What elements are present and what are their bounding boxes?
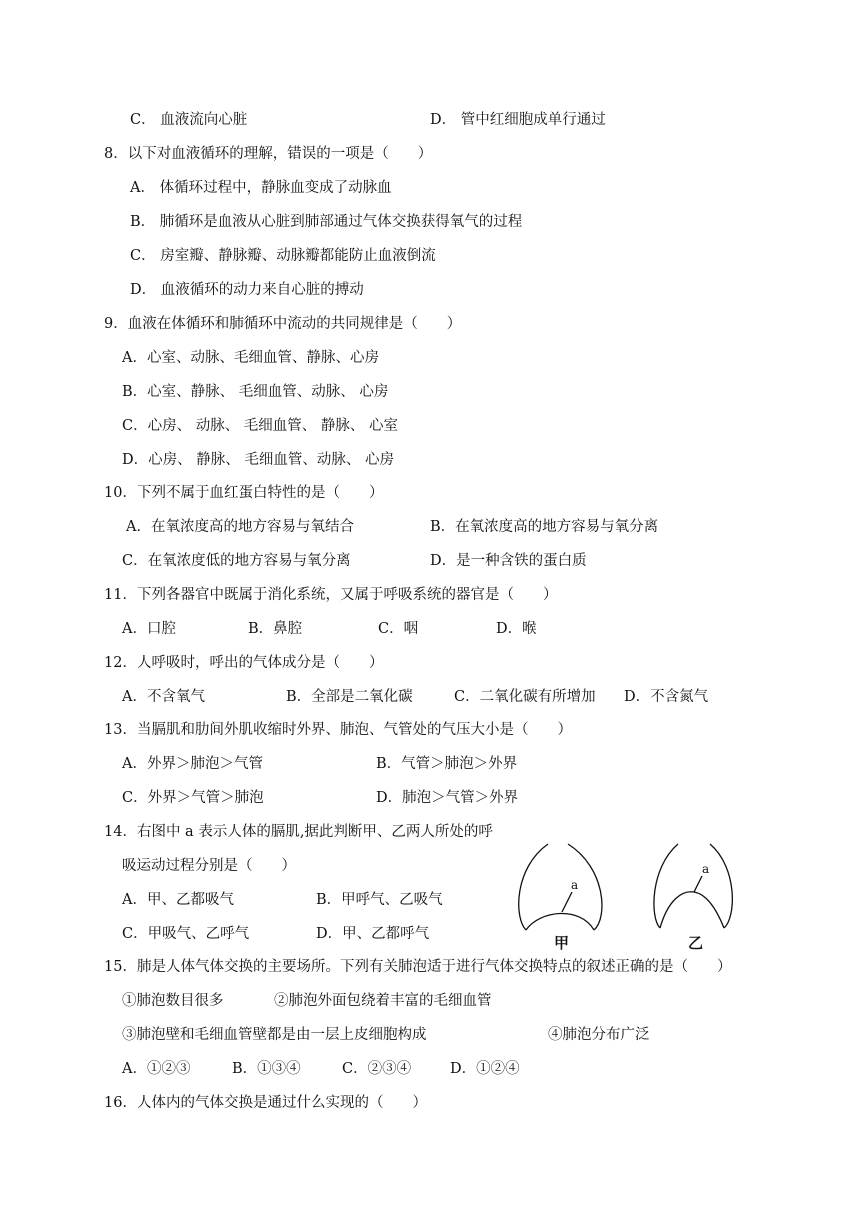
- yi-label-pointer: [694, 876, 702, 892]
- q15-option-b: B．①③④: [232, 1061, 301, 1077]
- q14-option-a: A．甲、乙都吸气: [122, 892, 234, 908]
- q11-option-c: C．咽: [378, 621, 419, 637]
- q13-stem: 13．当膈肌和肋间外肌收缩时外界、肺泡、气管处的气压大小是（ ）: [104, 722, 572, 738]
- q15-item-2: ②肺泡外面包绕着丰富的毛细血管: [274, 993, 492, 1009]
- yi-caption: 乙: [688, 934, 704, 952]
- q11-stem: 11．下列各器官中既属于消化系统，又属于呼吸系统的器官是（ ）: [104, 587, 558, 603]
- jia-diaphragm: [526, 913, 594, 930]
- q10-option-b: B．在氧浓度高的地方容易与氧分离: [430, 519, 659, 535]
- jia-diaphragm-label: a: [571, 878, 579, 892]
- q10-option-c: C．在氧浓度低的地方容易与氧分离: [122, 553, 351, 569]
- q15-option-a: A．①②③: [122, 1061, 191, 1077]
- q7-option-d: D． 管中红细胞成单行通过: [430, 112, 606, 128]
- q7-option-c: C． 血液流向心脏: [130, 112, 248, 128]
- q15-stem: 15．肺是人体气体交换的主要场所。下列有关肺泡适于进行气体交换特点的叙述正确的是（ ）: [104, 959, 732, 975]
- yi-diaphragm-label: a: [702, 862, 710, 876]
- q12-option-b: B．全部是二氧化碳: [286, 689, 413, 705]
- q14-option-c: C．甲吸气、乙呼气: [122, 926, 250, 942]
- q13-option-b: B．气管＞肺泡＞外界: [376, 756, 518, 772]
- q9-option-a: A．心室、动脉、毛细血管、静脉、心房: [122, 350, 379, 366]
- q9-option-d: D．心房、 静脉、 毛细血管、动脉、 心房: [122, 452, 394, 468]
- q15-item-4: ④肺泡分布广泛: [548, 1027, 650, 1043]
- q12-stem: 12．人呼吸时，呼出的气体成分是（ ）: [104, 655, 384, 671]
- q13-option-a: A．外界＞肺泡＞气管: [122, 756, 263, 772]
- diaphragm-figure: [510, 838, 750, 958]
- q9-stem: 9．血液在体循环和肺循环中流动的共同规律是（ ）: [104, 316, 462, 332]
- q10-option-d: D．是一种含铁的蛋白质: [430, 553, 587, 569]
- q12-option-a: A．不含氧气: [122, 689, 205, 705]
- q9-option-b: B．心室、静脉、 毛细血管、动脉、 心房: [122, 384, 389, 400]
- q15-item-1: ①肺泡数目很多: [122, 993, 224, 1009]
- q15-item-3: ③肺泡壁和毛细血管壁都是由一层上皮细胞构成: [122, 1027, 427, 1043]
- q14-option-d: D．甲、乙都呼气: [316, 926, 430, 942]
- q8-option-c: C． 房室瓣、静脉瓣、动脉瓣都能防止血液倒流: [130, 248, 436, 264]
- q11-option-b: B．鼻腔: [248, 621, 303, 637]
- yi-diaphragm: [660, 892, 724, 928]
- yi-left-ribcage: [654, 844, 678, 928]
- q15-option-d: D．①②④: [450, 1061, 520, 1077]
- q10-stem: 10．下列不属于血红蛋白特性的是（ ）: [104, 485, 384, 501]
- q9-option-c: C．心房、 动脉、 毛细血管、 静脉、 心室: [122, 418, 399, 434]
- q15-option-c: C．②③④: [342, 1061, 412, 1077]
- yi-right-ribcage: [710, 844, 732, 928]
- q12-option-c: C．二氧化碳有所增加: [454, 689, 596, 705]
- q8-option-b: B． 肺循环是血液从心脏到肺部通过气体交换获得氧气的过程: [130, 214, 523, 230]
- q12-option-d: D．不含氮气: [624, 689, 709, 705]
- q14-option-b: B．甲呼气、乙吸气: [316, 892, 443, 908]
- q14-stem-line2: 吸运动过程分别是（ ）: [122, 858, 296, 874]
- q10-option-a: A．在氧浓度高的地方容易与氧结合: [126, 519, 354, 535]
- q16-stem: 16．人体内的气体交换是通过什么实现的（ ）: [104, 1095, 427, 1111]
- q13-option-d: D．肺泡＞气管＞外界: [376, 790, 519, 806]
- q8-option-a: A． 体循环过程中，静脉血变成了动脉血: [130, 180, 392, 196]
- q11-option-d: D．喉: [496, 621, 537, 637]
- jia-caption: 甲: [554, 934, 570, 952]
- q14-stem-line1: 14．右图中 a 表示人体的膈肌,据此判断甲、乙两人所处的呼: [104, 824, 493, 840]
- q13-option-c: C．外界＞气管＞肺泡: [122, 790, 264, 806]
- q8-option-d: D． 血液循环的动力来自心脏的搏动: [130, 282, 364, 298]
- jia-label-pointer: [562, 892, 572, 912]
- q8-stem: 8．以下对血液循环的理解，错误的一项是（ ）: [104, 146, 433, 162]
- q11-option-a: A．口腔: [122, 621, 176, 637]
- diaphragm-drawing: [510, 838, 750, 958]
